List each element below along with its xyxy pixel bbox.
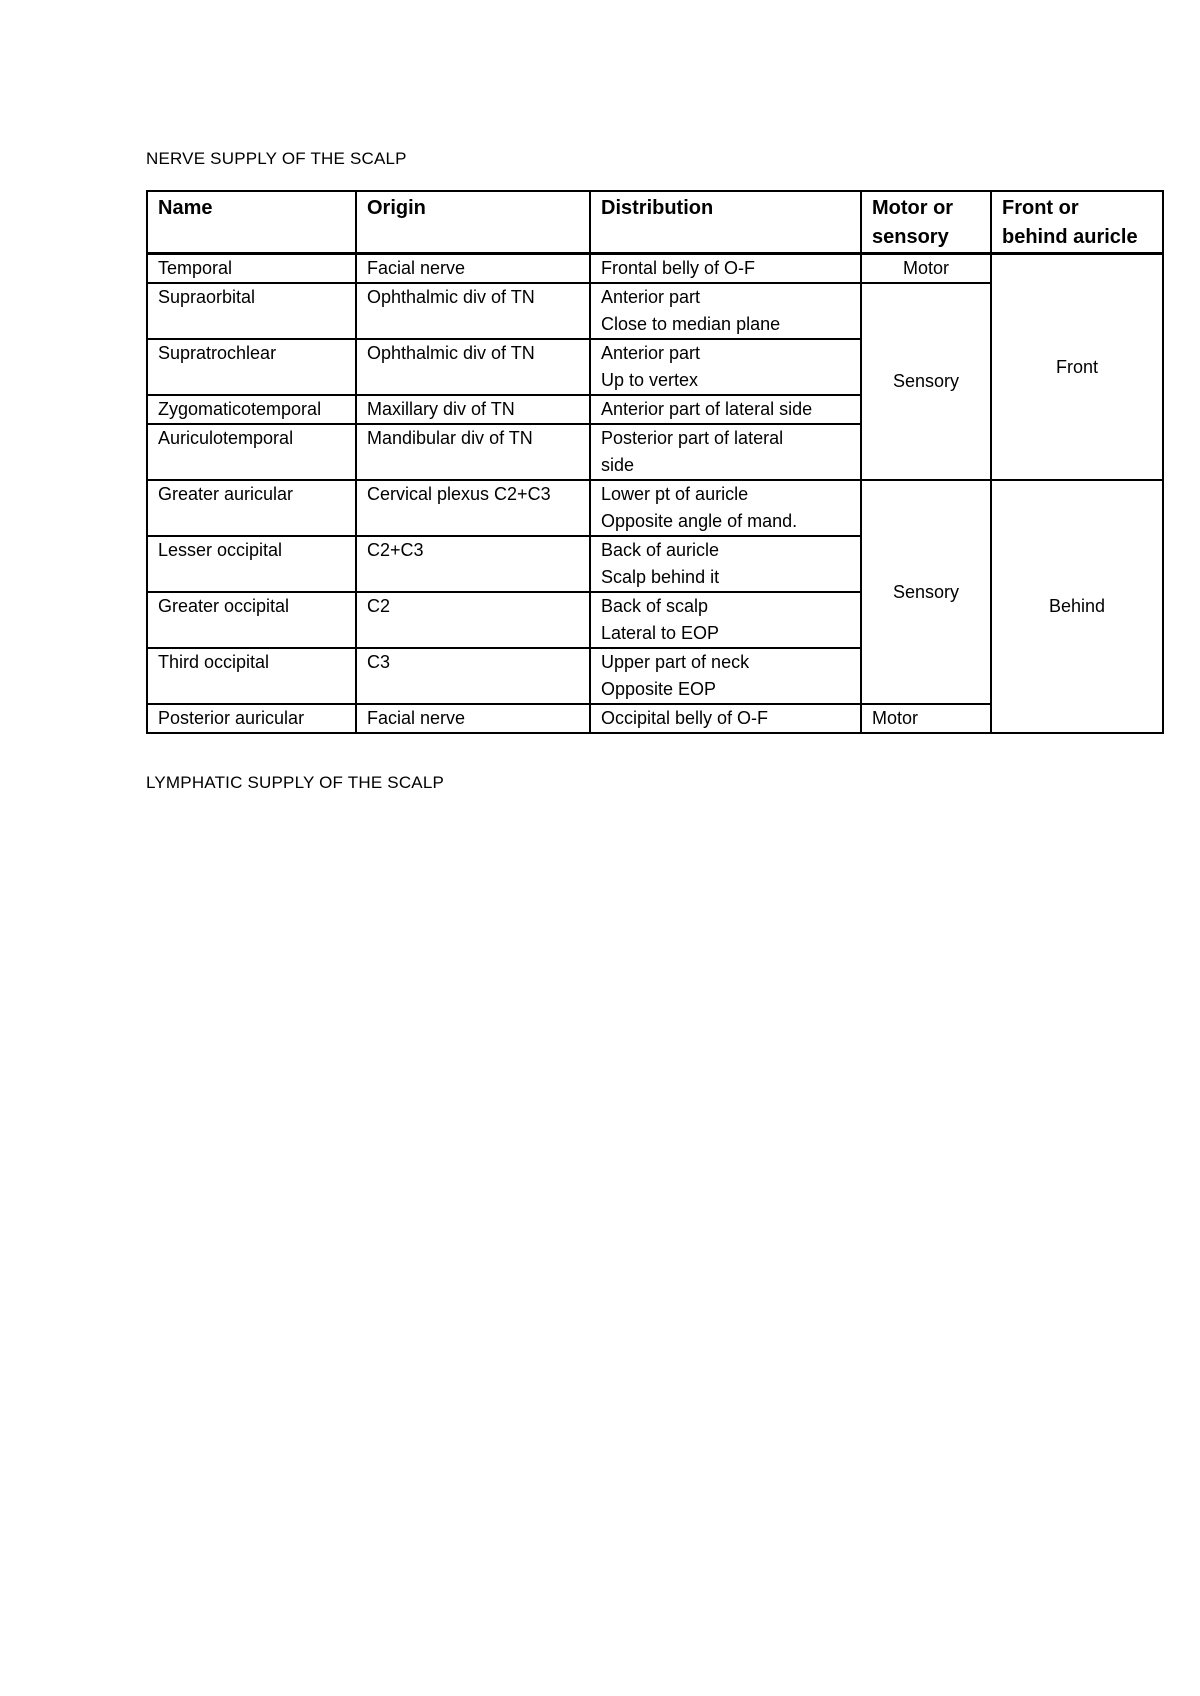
cell-name: Greater occipital (147, 592, 356, 648)
header-front-or-behind: Front or behind auricle (991, 191, 1163, 254)
lymphatic-supply-heading: LYMPHATIC SUPPLY OF THE SCALP (146, 773, 445, 792)
cell-origin: Maxillary div of TN (356, 395, 590, 424)
header-motor-or-sensory: Motor or sensory (861, 191, 991, 254)
cell-origin: Ophthalmic div of TN (356, 283, 590, 339)
header-name: Name (147, 191, 356, 254)
cell-origin: Facial nerve (356, 254, 590, 284)
table-row (147, 254, 1163, 284)
cell-origin: Ophthalmic div of TN (356, 339, 590, 395)
cell-type-motor: Motor (861, 704, 991, 733)
cell-position-front: Front (991, 254, 1163, 481)
cell-type-motor: Motor (861, 254, 991, 284)
nerve-supply-heading: NERVE SUPPLY OF THE SCALP (146, 149, 407, 168)
nerve-supply-table (146, 190, 1164, 734)
cell-name: Temporal (147, 254, 356, 284)
cell-name: Lesser occipital (147, 536, 356, 592)
cell-name: Zygomaticotemporal (147, 395, 356, 424)
table-header-row (147, 191, 1163, 254)
cell-type-sensory: Sensory (861, 480, 991, 704)
cell-distribution: Anterior part Up to vertex (590, 339, 861, 395)
cell-origin: C2 (356, 592, 590, 648)
cell-name: Posterior auricular (147, 704, 356, 733)
cell-type-sensory: Sensory (861, 283, 991, 480)
cell-distribution: Posterior part of lateral side (590, 424, 861, 480)
cell-distribution: Occipital belly of O-F (590, 704, 861, 733)
cell-origin: C3 (356, 648, 590, 704)
cell-origin: Cervical plexus C2+C3 (356, 480, 590, 536)
cell-name: Third occipital (147, 648, 356, 704)
cell-name: Supraorbital (147, 283, 356, 339)
cell-distribution: Anterior part of lateral side (590, 395, 861, 424)
cell-distribution: Frontal belly of O-F (590, 254, 861, 284)
cell-distribution: Anterior part Close to median plane (590, 283, 861, 339)
cell-origin: Mandibular div of TN (356, 424, 590, 480)
cell-distribution: Lower pt of auricle Opposite angle of mand. (590, 480, 861, 536)
cell-name: Supratrochlear (147, 339, 356, 395)
cell-position-behind: Behind (991, 480, 1163, 733)
header-distribution: Distribution (590, 191, 861, 254)
cell-origin: Facial nerve (356, 704, 590, 733)
header-origin: Origin (356, 191, 590, 254)
cell-origin: C2+C3 (356, 536, 590, 592)
cell-distribution: Back of auricle Scalp behind it (590, 536, 861, 592)
cell-distribution: Upper part of neck Opposite EOP (590, 648, 861, 704)
cell-name: Greater auricular (147, 480, 356, 536)
cell-name: Auriculotemporal (147, 424, 356, 480)
cell-distribution: Back of scalp Lateral to EOP (590, 592, 861, 648)
table-row (147, 480, 1163, 536)
